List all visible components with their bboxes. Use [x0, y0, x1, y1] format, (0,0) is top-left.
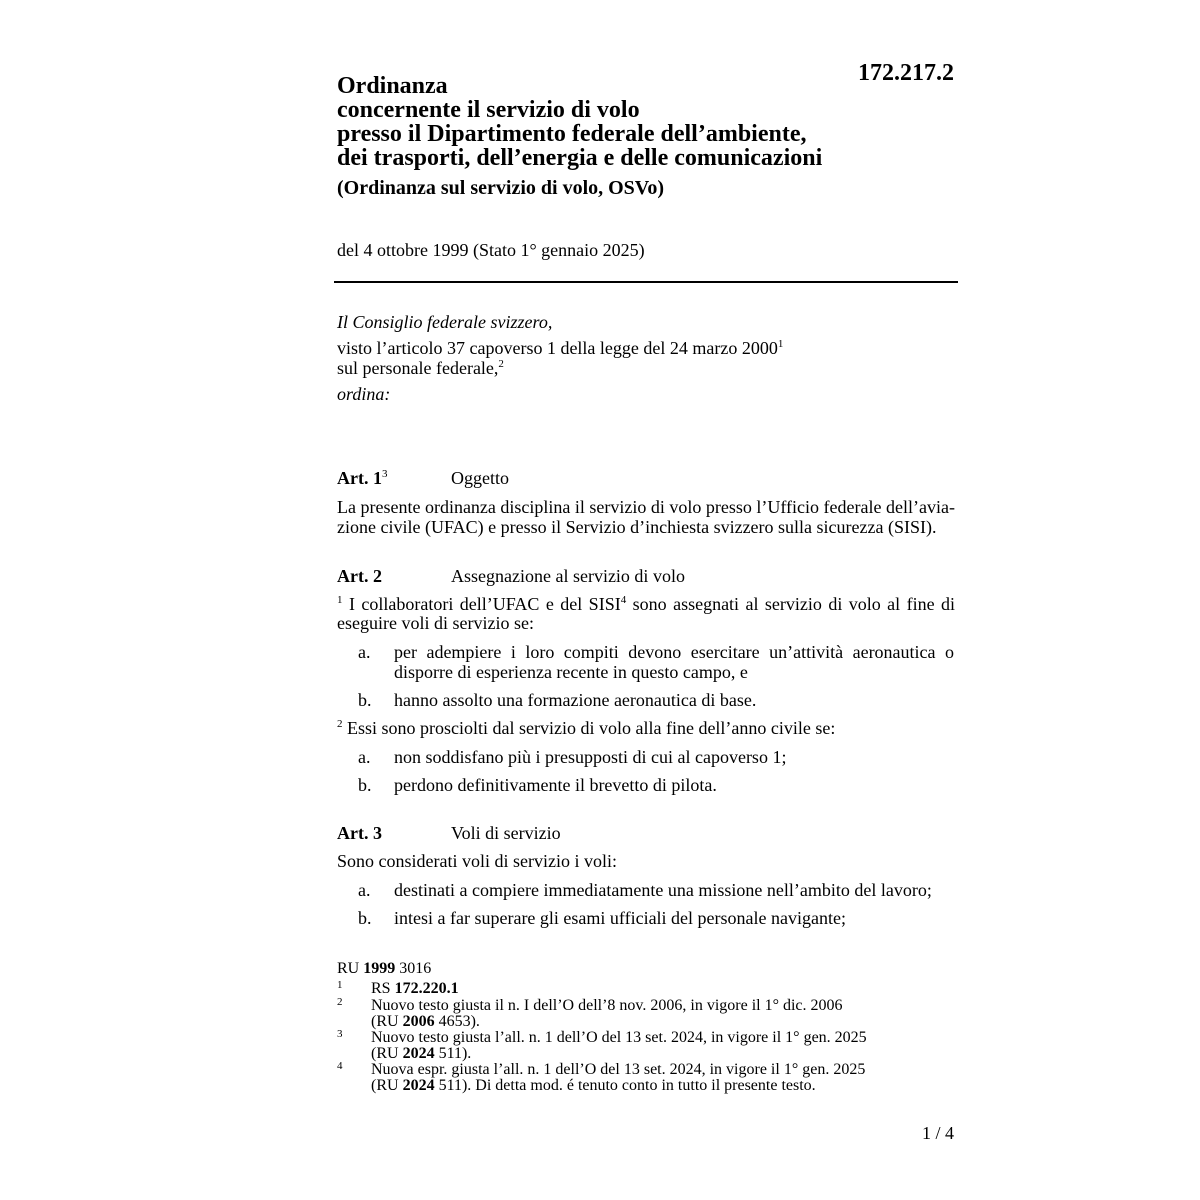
footnote-ref-number: 2006 — [402, 1013, 435, 1030]
footnote-ref: 2 — [498, 358, 504, 370]
list-label: a. — [358, 747, 371, 767]
footnote-ref-suffix: 4653). — [438, 1013, 480, 1030]
source-page: 3016 — [399, 960, 432, 977]
preamble-authority: Il Consiglio federale svizzero, — [337, 312, 553, 332]
paragraph-text: Essi sono prosciolti dal servizio di volo alla fine dell’anno civile se: — [347, 718, 836, 738]
document-title — [337, 74, 822, 170]
footnote-text: Nuova espr. giusta l’all. n. 1 dell’O del 13 set. 2024, in vigore il 1° gen. 2025 — [371, 1061, 866, 1078]
footnote-text: Nuovo testo giusta l’all. n. 1 dell’O del 13 set. 2024, in vigore il 1° gen. 2025 — [371, 1029, 867, 1046]
article-number: Art. 2 — [337, 566, 382, 586]
issue-date: del 4 ottobre 1999 (Stato 1° gennaio 2025) — [337, 240, 645, 260]
source-reference — [337, 961, 431, 977]
footnote-text — [371, 981, 459, 997]
paragraph-number: 2 — [337, 718, 343, 730]
footnote-text — [371, 1014, 480, 1030]
preamble-legal-basis — [337, 338, 783, 358]
footnote-ref: 1 — [777, 338, 784, 350]
article-heading: Voli di servizio — [451, 823, 561, 843]
short-title: (Ordinanza sul servizio di volo, OSVo) — [337, 177, 665, 199]
paragraph-text: I collaboratori dell’UFAC e del SISI — [348, 594, 621, 614]
footnote-ref-suffix: 511). Di detta mod. é tenuto conto in tutto il presente testo. — [438, 1077, 816, 1094]
list-item-text: disporre di esperienza recente in questo campo, e — [394, 662, 748, 682]
article-number: Art. 3 — [337, 823, 382, 843]
title-line: Ordinanza — [337, 73, 448, 99]
article-intro: Sono considerati voli di servizio i voli: — [337, 851, 617, 871]
list-item-text: perdono definitivamente il brevetto di pilota. — [394, 775, 717, 795]
source-prefix: RU — [337, 960, 360, 977]
list-label: b. — [358, 690, 372, 710]
title-line: dei trasporti, dell’energia e delle comunicazioni — [337, 145, 823, 171]
footnote-number: 2 — [337, 996, 343, 1008]
paragraph-line — [337, 594, 955, 614]
page-number: 1 / 4 — [921, 1123, 954, 1143]
footnote-ref-number: 2024 — [402, 1045, 435, 1062]
article-number — [337, 468, 387, 488]
footnote-ref-prefix: (RU — [371, 1077, 399, 1094]
footnote-ref-prefix: (RU — [371, 1013, 399, 1030]
footnote-text — [371, 1046, 471, 1062]
title-line: concernente il servizio di volo — [337, 97, 640, 123]
paragraph-line: eseguire voli di servizio se: — [337, 613, 534, 633]
paragraph-number: 1 — [337, 594, 343, 606]
article-text-line: La presente ordinanza disciplina il servizio di volo presso l’Ufficio federale dell’avia- — [337, 497, 955, 517]
footnote-number: 4 — [337, 1060, 343, 1072]
list-label: a. — [358, 880, 371, 900]
footnote-ref-number: 172.220.1 — [394, 980, 459, 997]
list-item-text: hanno assolto una formazione aeronautica di base. — [394, 690, 757, 710]
footnote-ref: 3 — [381, 468, 388, 480]
article-text-line: zione civile (UFAC) e presso il Servizio d’inchiesta svizzero sulla sicurezza (SISI). — [337, 517, 937, 537]
list-label: a. — [358, 642, 371, 662]
list-item-text: non soddisfano più i presupposti di cui al capoverso 1; — [394, 747, 787, 767]
list-item-text: intesi a far superare gli esami ufficiali del personale navigante; — [394, 908, 846, 928]
paragraph-text: sono assegnati al servizio di volo al fine di — [632, 594, 956, 614]
list-label: b. — [358, 908, 372, 928]
source-year: 1999 — [363, 960, 396, 977]
footnote-text — [371, 1078, 816, 1094]
footnote-ref-prefix: (RU — [371, 1045, 399, 1062]
list-label: b. — [358, 775, 372, 795]
article-number-text: Art. 1 — [337, 468, 382, 488]
legal-basis-text: sul personale federale, — [337, 358, 499, 378]
preamble-decree: ordina: — [337, 384, 391, 404]
footnote-text: Nuovo testo giusta il n. I dell’O dell’8 nov. 2006, in vigore il 1° dic. 2006 — [371, 997, 843, 1014]
list-item-text: per adempiere i loro compiti devono esercitare un’attività aeronautica o — [394, 642, 954, 662]
preamble-legal-basis — [337, 358, 504, 378]
legal-basis-text: visto l’articolo 37 capoverso 1 della legge del 24 marzo 2000 — [337, 338, 778, 358]
footnote-ref-suffix: 511). — [438, 1045, 472, 1062]
sr-number: 172.217.2 — [858, 60, 954, 86]
article-heading: Assegnazione al servizio di volo — [451, 566, 685, 586]
footnote-ref: 4 — [620, 594, 627, 606]
footnote-number: 1 — [337, 979, 343, 991]
footnote-ref-number: 2024 — [402, 1077, 435, 1094]
paragraph-line — [337, 718, 835, 738]
list-item-text: destinati a compiere immediatamente una missione nell’ambito del lavoro; — [394, 880, 932, 900]
footnote-number: 3 — [337, 1028, 343, 1040]
title-line: presso il Dipartimento federale dell’ambiente, — [337, 121, 807, 147]
footnote-ref-prefix: RS — [371, 980, 391, 997]
article-heading: Oggetto — [451, 468, 509, 488]
header-rule — [334, 281, 958, 283]
